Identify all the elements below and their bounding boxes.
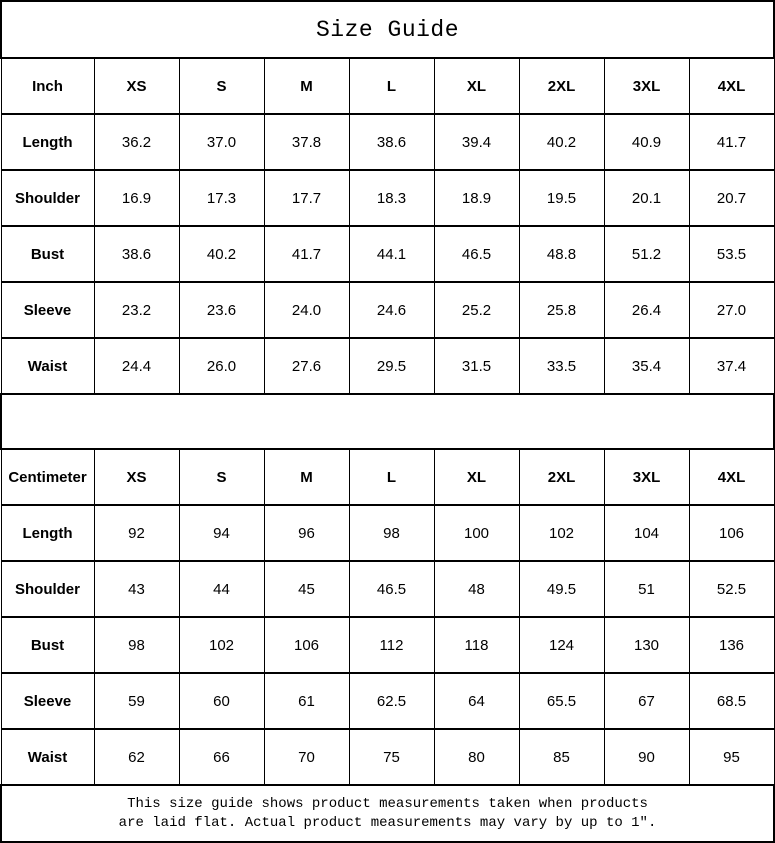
page-title: Size Guide	[1, 1, 774, 58]
cell-value: 40.9	[604, 114, 689, 170]
cell-value: 102	[519, 505, 604, 561]
cell-value: 80	[434, 729, 519, 785]
cell-value: 26.4	[604, 282, 689, 338]
cell-value: 68.5	[689, 673, 774, 729]
cell-value: 31.5	[434, 338, 519, 394]
cell-value: 136	[689, 617, 774, 673]
cell-value: 29.5	[349, 338, 434, 394]
title-row	[1, 1, 774, 58]
cell-value: 45	[264, 561, 349, 617]
size-col-header-2xl: 2XL	[519, 449, 604, 505]
cell-value: 95	[689, 729, 774, 785]
cell-value: 49.5	[519, 561, 604, 617]
cell-value: 100	[434, 505, 519, 561]
row-label: Sleeve	[1, 673, 94, 729]
cell-value: 48	[434, 561, 519, 617]
cell-value: 92	[94, 505, 179, 561]
row-label: Waist	[1, 729, 94, 785]
size-col-header-4xl: 4XL	[689, 449, 774, 505]
cell-value: 66	[179, 729, 264, 785]
cell-value: 24.0	[264, 282, 349, 338]
footnote-line-2: are laid flat. Actual product measurements may vary by up to 1″.	[118, 814, 657, 831]
inch-row-sleeve	[1, 282, 774, 338]
cell-value: 52.5	[689, 561, 774, 617]
row-label: Bust	[1, 226, 94, 282]
cell-value: 62	[94, 729, 179, 785]
size-col-header-xs: XS	[94, 58, 179, 114]
cell-value: 70	[264, 729, 349, 785]
cell-value: 43	[94, 561, 179, 617]
inch-row-waist	[1, 338, 774, 394]
cell-value: 33.5	[519, 338, 604, 394]
cell-value: 102	[179, 617, 264, 673]
cell-value: 51.2	[604, 226, 689, 282]
cell-value: 17.7	[264, 170, 349, 226]
inch-row-shoulder	[1, 170, 774, 226]
cell-value: 98	[94, 617, 179, 673]
size-col-header-xs: XS	[94, 449, 179, 505]
row-label: Shoulder	[1, 561, 94, 617]
cell-value: 85	[519, 729, 604, 785]
cell-value: 51	[604, 561, 689, 617]
row-label: Length	[1, 114, 94, 170]
row-label: Shoulder	[1, 170, 94, 226]
row-label: Waist	[1, 338, 94, 394]
size-col-header-xl: XL	[434, 449, 519, 505]
cell-value: 106	[689, 505, 774, 561]
size-col-header-2xl: 2XL	[519, 58, 604, 114]
cell-value: 23.6	[179, 282, 264, 338]
cell-value: 25.2	[434, 282, 519, 338]
cell-value: 62.5	[349, 673, 434, 729]
cell-value: 46.5	[349, 561, 434, 617]
footnote-line-1: This size guide shows product measurements taken when products	[127, 795, 648, 812]
size-col-header-l: L	[349, 58, 434, 114]
cell-value: 112	[349, 617, 434, 673]
cell-value: 90	[604, 729, 689, 785]
cell-value: 53.5	[689, 226, 774, 282]
cell-value: 37.0	[179, 114, 264, 170]
cell-value: 26.0	[179, 338, 264, 394]
cell-value: 48.8	[519, 226, 604, 282]
size-col-header-xl: XL	[434, 58, 519, 114]
row-label: Length	[1, 505, 94, 561]
cm-unit-header: Centimeter	[1, 449, 94, 505]
inch-header-row	[1, 58, 774, 114]
footer-row	[1, 785, 774, 842]
cell-value: 37.8	[264, 114, 349, 170]
cm-row-waist	[1, 729, 774, 785]
cell-value: 65.5	[519, 673, 604, 729]
size-col-header-s: S	[179, 449, 264, 505]
cell-value: 18.3	[349, 170, 434, 226]
cell-value: 24.6	[349, 282, 434, 338]
cell-value: 17.3	[179, 170, 264, 226]
cell-value: 46.5	[434, 226, 519, 282]
cell-value: 38.6	[94, 226, 179, 282]
cell-value: 64	[434, 673, 519, 729]
size-col-header-4xl: 4XL	[689, 58, 774, 114]
cell-value: 75	[349, 729, 434, 785]
size-col-header-l: L	[349, 449, 434, 505]
cell-value: 98	[349, 505, 434, 561]
cell-value: 27.0	[689, 282, 774, 338]
row-label: Sleeve	[1, 282, 94, 338]
cell-value: 24.4	[94, 338, 179, 394]
size-col-header-3xl: 3XL	[604, 58, 689, 114]
size-col-header-3xl: 3XL	[604, 449, 689, 505]
spacer-cell	[1, 394, 774, 449]
cell-value: 23.2	[94, 282, 179, 338]
cell-value: 20.1	[604, 170, 689, 226]
cell-value: 41.7	[264, 226, 349, 282]
spacer-row	[1, 394, 774, 449]
cell-value: 27.6	[264, 338, 349, 394]
size-col-header-s: S	[179, 58, 264, 114]
cell-value: 94	[179, 505, 264, 561]
cell-value: 16.9	[94, 170, 179, 226]
cell-value: 36.2	[94, 114, 179, 170]
row-label: Bust	[1, 617, 94, 673]
cell-value: 40.2	[519, 114, 604, 170]
cell-value: 104	[604, 505, 689, 561]
cell-value: 59	[94, 673, 179, 729]
cell-value: 38.6	[349, 114, 434, 170]
cell-value: 18.9	[434, 170, 519, 226]
cell-value: 124	[519, 617, 604, 673]
inch-unit-header: Inch	[1, 58, 94, 114]
cm-header-row	[1, 449, 774, 505]
inch-row-length	[1, 114, 774, 170]
inch-row-bust	[1, 226, 774, 282]
cell-value: 35.4	[604, 338, 689, 394]
cell-value: 60	[179, 673, 264, 729]
cell-value: 41.7	[689, 114, 774, 170]
cell-value: 118	[434, 617, 519, 673]
cell-value: 106	[264, 617, 349, 673]
cm-row-bust	[1, 617, 774, 673]
cell-value: 61	[264, 673, 349, 729]
cell-value: 96	[264, 505, 349, 561]
cell-value: 39.4	[434, 114, 519, 170]
cell-value: 20.7	[689, 170, 774, 226]
cell-value: 40.2	[179, 226, 264, 282]
footnote	[1, 785, 774, 842]
cell-value: 25.8	[519, 282, 604, 338]
size-col-header-m: M	[264, 449, 349, 505]
cell-value: 67	[604, 673, 689, 729]
cm-row-shoulder	[1, 561, 774, 617]
cell-value: 37.4	[689, 338, 774, 394]
cm-row-sleeve	[1, 673, 774, 729]
cm-row-length	[1, 505, 774, 561]
cell-value: 44.1	[349, 226, 434, 282]
cell-value: 130	[604, 617, 689, 673]
size-col-header-m: M	[264, 58, 349, 114]
cell-value: 19.5	[519, 170, 604, 226]
cell-value: 44	[179, 561, 264, 617]
